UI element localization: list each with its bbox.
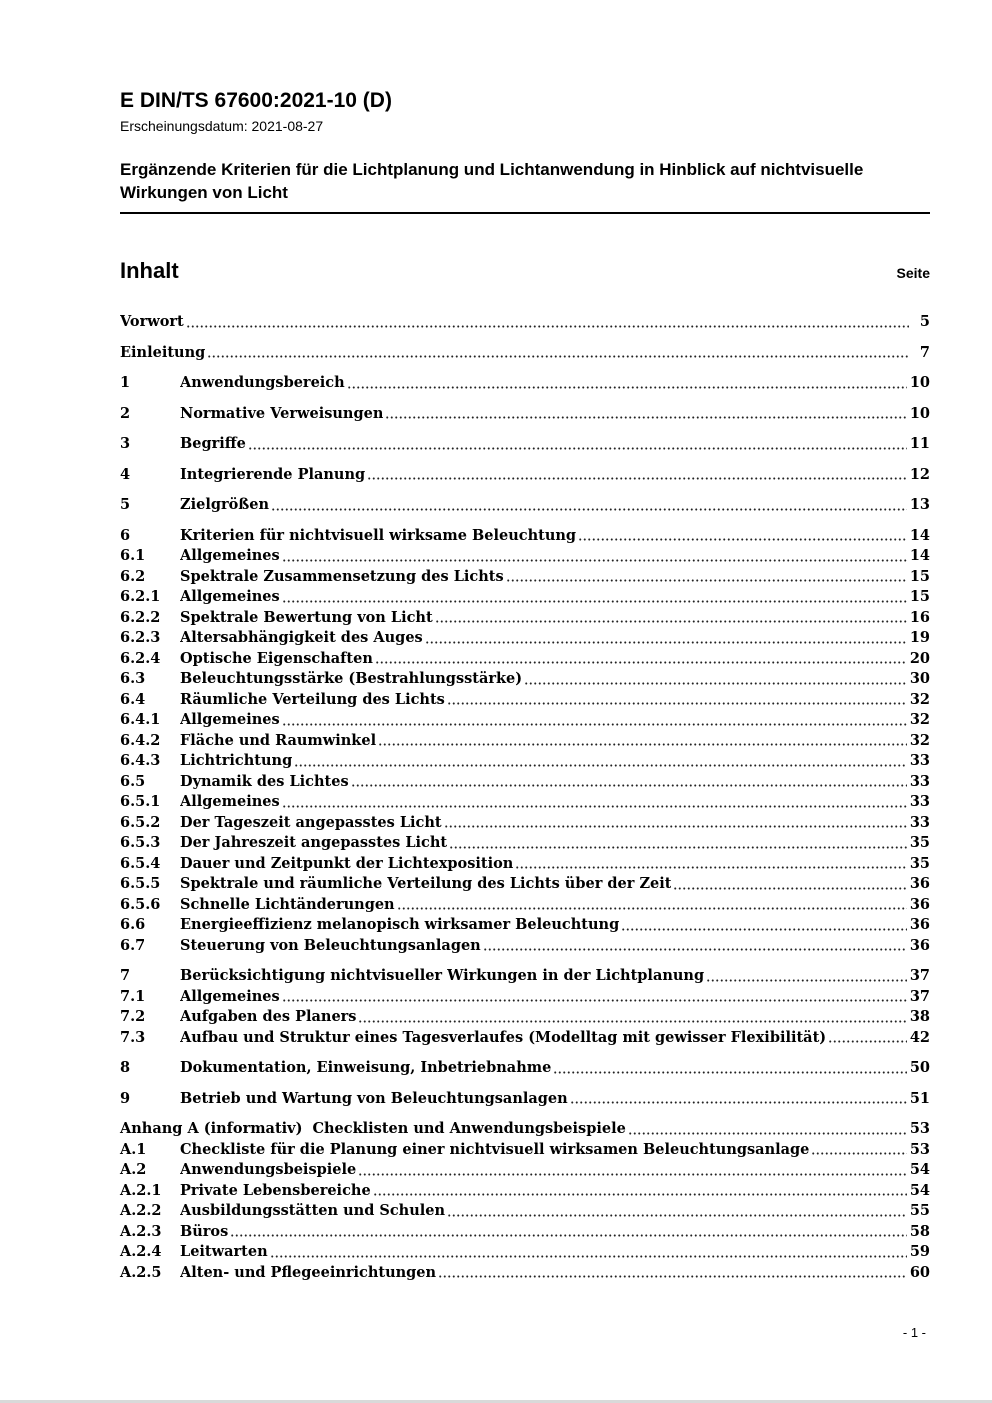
toc-entry (120, 1058, 930, 1079)
toc-entry (120, 1140, 930, 1161)
toc-dot-leader (449, 833, 907, 854)
toc-entry-title: Räumliche Verteilung des Lichts (180, 690, 445, 708)
toc-dot-leader (375, 649, 907, 670)
toc-dot-leader (367, 465, 907, 486)
toc-list (120, 312, 930, 1283)
toc-entry-page: 33 (909, 813, 930, 831)
toc-dot-leader (570, 1089, 907, 1110)
toc-entry (120, 373, 930, 394)
toc-dot-leader (397, 895, 907, 916)
toc-entry-title: Ausbildungsstätten und Schulen (180, 1202, 446, 1219)
toc-dot-leader (271, 495, 907, 516)
toc-entry-title: Spektrale und räumliche Verteilung des Lichts über der Zeit (180, 875, 672, 892)
toc-entry-page: 33 (909, 793, 930, 810)
toc-entry (120, 669, 930, 690)
toc-entry (120, 608, 930, 629)
toc-entry-page: 12 (909, 465, 930, 483)
toc-dot-leader (438, 1263, 907, 1284)
toc-entry-number: 2 (120, 404, 131, 422)
toc-entry-number: 6.2.1 (120, 588, 161, 605)
toc-entry-title: Dynamik des Lichtes (180, 772, 349, 790)
toc-entry-title: Optische Eigenschaften (180, 649, 373, 667)
toc-dot-leader (282, 587, 907, 608)
toc-entry-page: 58 (909, 1222, 930, 1240)
toc-entry-title: Der Tageszeit angepasstes Licht (180, 813, 442, 831)
toc-entry-title: Allgemeines (180, 793, 280, 810)
toc-entry-number: 6.5 (120, 772, 146, 790)
toc-entry-number: 7.1 (120, 987, 146, 1005)
toc-dot-leader (578, 526, 907, 547)
toc-dot-leader (524, 669, 907, 690)
toc-entry (120, 690, 930, 711)
toc-entry-title: Anwendungsbereich (180, 374, 345, 391)
toc-entry (120, 710, 930, 731)
page-column-label: Seite (896, 265, 930, 281)
toc-entry (120, 628, 930, 649)
toc-entry (120, 1242, 930, 1263)
toc-entry-page: 19 (909, 629, 930, 646)
toc-dot-leader (483, 936, 907, 957)
toc-entry (120, 1160, 930, 1181)
toc-dot-leader (282, 792, 907, 813)
toc-entry-title: Spektrale Zusammensetzung des Lichts (180, 567, 504, 585)
toc-entry-title: Leitwarten (180, 1243, 268, 1260)
toc-entry-page: 20 (909, 649, 930, 667)
toc-entry-title: Dauer und Zeitpunkt der Lichtexposition (180, 854, 514, 872)
toc-entry-page: 10 (909, 404, 930, 422)
toc-entry (120, 792, 930, 813)
toc-entry-title: Normative Verweisungen (180, 404, 384, 422)
toc-entry-page: 13 (909, 496, 930, 513)
toc-entry (120, 854, 930, 875)
toc-entry-number: 5 (120, 496, 131, 513)
toc-entry-title: Fläche und Raumwinkel (180, 731, 377, 749)
toc-entry-title: Vorwort (120, 313, 184, 330)
toc-entry (120, 1263, 930, 1284)
toc-entry-title: Lichtrichtung (180, 752, 293, 769)
toc-entry (120, 1181, 930, 1202)
toc-entry-page: 35 (909, 854, 930, 872)
toc-heading: Inhalt (120, 258, 179, 283)
toc-entry (120, 1119, 930, 1140)
toc-entry-title: Einleitung (120, 343, 206, 361)
toc-entry-page: 37 (909, 967, 930, 984)
publish-date: Erscheinungsdatum: 2021-08-27 (120, 118, 324, 134)
toc-entry-title: Kriterien für nichtvisuell wirksame Beleuchtung (180, 526, 577, 544)
toc-entry-page: 50 (909, 1059, 930, 1076)
toc-dot-leader (270, 1242, 907, 1263)
toc-entry-title: Aufbau und Struktur eines Tagesverlaufes (Modelltag mit gewisser Flexibilität) (180, 1028, 827, 1046)
toc-entry-number: 6 (120, 526, 131, 544)
toc-entry (120, 772, 930, 793)
toc-entry-page: 14 (909, 526, 930, 544)
toc-entry-title: Büros (180, 1222, 229, 1240)
toc-entry-number: Anhang A (informativ) (120, 1120, 303, 1137)
toc-dot-leader (351, 772, 907, 793)
toc-entry-number: 6.7 (120, 936, 146, 954)
toc-entry (120, 526, 930, 547)
toc-entry-number: A.2.4 (120, 1243, 162, 1260)
toc-dot-leader (628, 1119, 907, 1140)
toc-entry-title: Spektrale Bewertung von Licht (180, 608, 433, 626)
toc-entry-number: 6.2.4 (120, 649, 161, 667)
toc-entry-page: 51 (909, 1089, 930, 1107)
toc-entry-page: 15 (909, 567, 930, 585)
toc-entry-number: 6.2.3 (120, 629, 161, 646)
toc-entry-title: Begriffe (180, 435, 246, 452)
toc-entry-page: 36 (909, 916, 930, 933)
toc-entry-title: Energieeffizienz melanopisch wirksamer Beleuchtung (180, 916, 620, 933)
toc-entry (120, 915, 930, 936)
toc-entry-page: 7 (919, 343, 930, 361)
toc-entry-page: 37 (909, 987, 930, 1005)
toc-entry-page: 59 (909, 1243, 930, 1260)
toc-entry (120, 833, 930, 854)
toc-dot-leader (186, 312, 909, 333)
toc-entry-number: 9 (120, 1089, 131, 1107)
toc-entry-title: Schnelle Lichtänderungen (180, 895, 395, 913)
toc-entry-title: Altersabhängigkeit des Auges (180, 629, 423, 646)
toc-dot-leader (282, 987, 907, 1008)
toc-dot-leader (515, 854, 906, 875)
toc-entry (120, 874, 930, 895)
toc-entry-number: 7.3 (120, 1028, 146, 1046)
toc-dot-leader (435, 608, 907, 629)
toc-entry-page: 32 (909, 731, 930, 749)
toc-entry (120, 813, 930, 834)
toc-entry-number: A.1 (120, 1140, 147, 1158)
toc-entry-page: 14 (909, 547, 930, 564)
toc-entry-page: 33 (909, 772, 930, 790)
toc-entry-number: 6.3 (120, 670, 146, 687)
toc-dot-leader (425, 628, 907, 649)
toc-entry-number: 6.5.1 (120, 793, 161, 810)
toc-entry-number: A.2 (120, 1161, 147, 1178)
toc-entry-page: 5 (919, 313, 930, 330)
toc-entry-title: Anwendungsbeispiele (180, 1161, 357, 1178)
toc-entry-page: 53 (909, 1140, 930, 1158)
toc-dot-leader (447, 690, 907, 711)
toc-entry-title: Integrierende Planung (180, 465, 366, 483)
toc-dot-leader (248, 434, 907, 455)
toc-entry-page: 15 (909, 588, 930, 605)
toc-dot-leader (230, 1222, 907, 1243)
toc-entry-number: A.2.3 (120, 1222, 162, 1240)
toc-dot-leader (358, 1007, 906, 1028)
toc-entry (120, 312, 930, 333)
toc-entry-page: 32 (909, 690, 930, 708)
toc-entry-title: Checkliste für die Planung einer nichtvisuell wirksamen Beleuchtungsanlage (180, 1140, 810, 1158)
toc-entry (120, 465, 930, 486)
toc-dot-leader (294, 751, 907, 772)
toc-entry-number: 4 (120, 465, 131, 483)
toc-entry-title: Berücksichtigung nichtvisueller Wirkungen in der Lichtplanung (180, 967, 705, 984)
toc-header (120, 258, 930, 284)
toc-entry-page: 32 (909, 711, 930, 728)
toc-entry-title: Beleuchtungsstärke (Bestrahlungsstärke) (180, 670, 523, 687)
toc-entry-title: Zielgrößen (180, 496, 270, 513)
toc-entry-title: Der Jahreszeit angepasstes Licht (180, 834, 448, 851)
toc-entry-page: 36 (909, 895, 930, 913)
toc-entry-number: 7 (120, 967, 131, 984)
toc-entry-page: 36 (909, 875, 930, 892)
toc-entry-number: 6.5.6 (120, 895, 161, 913)
toc-entry-page: 55 (909, 1202, 930, 1219)
toc-entry (120, 587, 930, 608)
toc-dot-leader (207, 343, 909, 364)
toc-entry-title: Alten- und Pflegeeinrichtungen (180, 1263, 437, 1281)
toc-entry (120, 343, 930, 364)
toc-entry-title: Checklisten und Anwendungsbeispiele (312, 1120, 626, 1137)
toc-dot-leader (347, 373, 907, 394)
toc-entry-number: A.2.5 (120, 1263, 162, 1281)
toc-dot-leader (706, 966, 907, 987)
toc-entry-page: 35 (909, 834, 930, 851)
toc-entry-title: Allgemeines (180, 987, 280, 1005)
toc-dot-leader (282, 546, 907, 567)
toc-entry-page: 33 (909, 752, 930, 769)
toc-entry (120, 567, 930, 588)
toc-entry-page: 38 (909, 1008, 930, 1025)
toc-entry-page: 54 (909, 1181, 930, 1199)
toc-dot-leader (621, 915, 907, 936)
toc-dot-leader (673, 874, 906, 895)
toc-entry (120, 936, 930, 957)
toc-entry-title: Steuerung von Beleuchtungsanlagen (180, 936, 481, 954)
toc-entry-number: A.2.2 (120, 1202, 162, 1219)
toc-entry-number: A.2.1 (120, 1181, 162, 1199)
toc-dot-leader (828, 1028, 907, 1049)
toc-entry-number: 6.1 (120, 547, 146, 564)
toc-dot-leader (282, 710, 907, 731)
toc-entry-page: 53 (909, 1120, 930, 1137)
toc-entry (120, 404, 930, 425)
toc-entry-page: 42 (909, 1028, 930, 1046)
toc-entry-number: 6.6 (120, 916, 146, 933)
toc-entry-number: 6.4.2 (120, 731, 161, 749)
toc-entry-number: 1 (120, 374, 131, 391)
toc-entry-page: 54 (909, 1161, 930, 1178)
toc-entry-title: Allgemeines (180, 547, 280, 564)
toc-dot-leader (447, 1201, 907, 1222)
toc-entry-page: 10 (909, 374, 930, 391)
toc-entry (120, 987, 930, 1008)
toc-entry-page: 16 (909, 608, 930, 626)
doc-title: Ergänzende Kriterien für die Lichtplanung und Lichtanwendung in Hinblick auf nichtvisuelle Wirkungen von Licht (120, 158, 930, 214)
toc-entry (120, 1201, 930, 1222)
toc-entry (120, 434, 930, 455)
toc-entry-title: Betrieb und Wartung von Beleuchtungsanlagen (180, 1089, 568, 1107)
toc-entry-number: 7.2 (120, 1008, 146, 1025)
toc-entry-page: 11 (909, 435, 930, 452)
toc-entry-title: Aufgaben des Planers (180, 1008, 357, 1025)
toc-entry (120, 966, 930, 987)
toc-entry-title: Allgemeines (180, 588, 280, 605)
toc-entry-title: Private Lebensbereiche (180, 1181, 371, 1199)
toc-entry-number: 6.5.2 (120, 813, 161, 831)
toc-entry-page: 30 (909, 670, 930, 687)
toc-entry (120, 649, 930, 670)
toc-entry-number: 6.4.1 (120, 711, 161, 728)
toc-entry (120, 1222, 930, 1243)
toc-entry (120, 751, 930, 772)
toc-dot-leader (553, 1058, 907, 1079)
toc-entry (120, 546, 930, 567)
toc-entry-number: 6.4.3 (120, 752, 161, 769)
toc-entry-number: 6.4 (120, 690, 146, 708)
toc-entry-number: 6.2.2 (120, 608, 161, 626)
toc-dot-leader (378, 731, 907, 752)
toc-entry (120, 495, 930, 516)
toc-entry (120, 1089, 930, 1110)
toc-entry-number: 6.5.3 (120, 834, 161, 851)
toc-entry-title: Dokumentation, Einweisung, Inbetriebnahme (180, 1059, 552, 1076)
toc-entry (120, 731, 930, 752)
toc-entry-number: 6.5.5 (120, 875, 161, 892)
toc-dot-leader (444, 813, 907, 834)
footer-page-number: - 1 - (902, 1325, 926, 1340)
toc-entry (120, 895, 930, 916)
toc-entry (120, 1028, 930, 1049)
toc-dot-leader (385, 404, 906, 425)
toc-dot-leader (373, 1181, 907, 1202)
toc-entry-page: 36 (909, 936, 930, 954)
toc-dot-leader (811, 1140, 906, 1161)
toc-entry (120, 1007, 930, 1028)
toc-entry-number: 6.5.4 (120, 854, 161, 872)
toc-dot-leader (506, 567, 907, 588)
doc-number: E DIN/TS 67600:2021-10 (D) (120, 89, 392, 112)
toc-entry-title: Allgemeines (180, 711, 280, 728)
toc-dot-leader (358, 1160, 907, 1181)
toc-entry-number: 3 (120, 435, 131, 452)
toc-entry-page: 60 (909, 1263, 930, 1281)
toc-entry-number: 8 (120, 1059, 131, 1076)
toc-entry-number: 6.2 (120, 567, 146, 585)
